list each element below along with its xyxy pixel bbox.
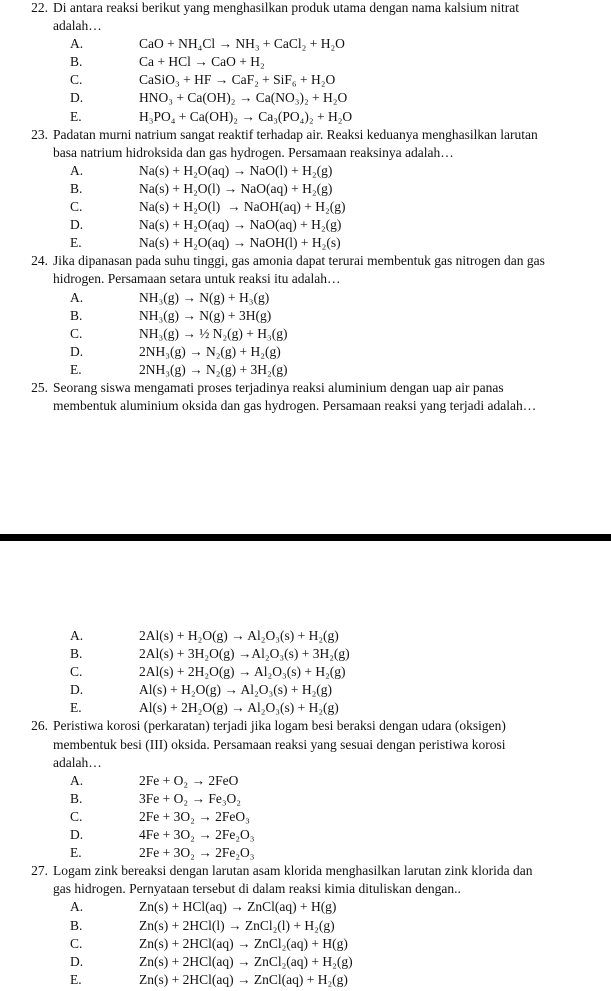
option-d	[0, 826, 611, 844]
option-letter: D.	[70, 682, 84, 698]
option-text: Ca + HCl → CaO + H₂	[139, 54, 265, 70]
option-letter: C.	[70, 199, 83, 215]
option-text: H₃PO₄ + Ca(OH)₂ → Ca₃(PO₄)₂ + H₂O	[139, 108, 353, 124]
question-number: 25.	[31, 379, 48, 395]
option-letter: A.	[70, 628, 84, 643]
option-d	[0, 953, 611, 971]
option-e	[0, 361, 611, 379]
option-text: Na(s) + H₂O(l) → NaOH(aq) + H₂(g)	[139, 199, 346, 215]
option-text: Na(s) + H₂O(aq) → NaOH(l) + H₂(s)	[139, 235, 341, 251]
option-text: HNO₃ + Ca(OH)₂ → Ca(NO₃)₂ + H₂O	[139, 90, 348, 106]
option-b	[0, 307, 611, 325]
option-text: Al(s) + 2H₂O(g) → Al₂O₃(s) + H₂(g)	[139, 700, 339, 716]
option-e	[0, 234, 611, 252]
option-text: Na(s) + H₂O(l) → NaO(aq) + H₂(g)	[139, 180, 333, 196]
question-26	[0, 717, 611, 862]
option-a	[0, 627, 611, 645]
option-c	[0, 808, 611, 826]
question-25-options	[0, 627, 611, 717]
option-letter: C.	[70, 664, 83, 680]
question-number: 23.	[31, 126, 48, 142]
option-b	[0, 917, 611, 935]
question-number: 27.	[31, 863, 48, 879]
question-number: 22.	[31, 0, 48, 15]
option-text: Zn(s) + HCl(aq) → ZnCl(aq) + H(g)	[139, 899, 337, 915]
option-letter: B.	[70, 917, 83, 933]
option-text: 3Fe + O₂ → Fe₃O₂	[139, 790, 241, 806]
option-b	[0, 790, 611, 808]
option-c	[0, 663, 611, 681]
option-d	[0, 343, 611, 361]
option-text: 2Al(s) + 3H₂O(g) →Al₂O₃(s) + 3H₂(g)	[139, 646, 350, 662]
question-number: 24.	[31, 253, 48, 269]
option-letter: C.	[70, 808, 83, 824]
option-letter: D.	[70, 90, 84, 106]
option-e	[0, 108, 611, 126]
option-letter: A.	[70, 772, 84, 788]
option-b	[0, 53, 611, 71]
option-letter: D.	[70, 953, 84, 969]
option-letter: A.	[70, 36, 84, 52]
question-24	[0, 252, 611, 379]
option-a	[0, 35, 611, 53]
option-a	[0, 162, 611, 180]
question-25	[0, 379, 611, 415]
option-text: 2Al(s) + H₂O(g) → Al₂O₃(s) + H₂(g)	[139, 628, 339, 643]
option-letter: E.	[70, 361, 82, 377]
option-letter: E.	[70, 845, 82, 861]
option-text: 2NH₃(g) → N₂(g) + 3H₂(g)	[139, 361, 288, 377]
question-text: Di antara reaksi berikut yang menghasilkan produk utama dengan nama kalsium nitrat adalah…	[53, 0, 519, 34]
option-a	[0, 289, 611, 307]
option-letter: B.	[70, 307, 83, 323]
option-text: 4Fe + 3O₂ → 2Fe₂O₃	[139, 827, 255, 843]
question-22	[0, 0, 611, 126]
question-27	[0, 862, 611, 989]
option-letter: E.	[70, 971, 82, 987]
option-letter: A.	[70, 289, 84, 305]
option-letter: E.	[70, 235, 82, 251]
top-section	[0, 0, 611, 415]
option-c	[0, 198, 611, 216]
question-text: Peristiwa korosi (perkaratan) terjadi jika logam besi beraksi dengan udara (oksigen) membentuk besi (III) oksida. Persamaan reaksi yang sesuai dengan peristiwa korosi adalah…	[53, 718, 506, 770]
option-text: CaO + NH₄Cl → NH₃ + CaCl₂ + H₂O	[139, 36, 345, 52]
option-a	[0, 772, 611, 790]
option-text: 2Al(s) + 2H₂O(g) → Al₂O₃(s) + H₂(g)	[139, 664, 346, 680]
option-c	[0, 935, 611, 953]
option-text: 2Fe + 3O₂ → 2Fe₂O₃	[139, 845, 255, 861]
option-e	[0, 971, 611, 989]
option-text: 2Fe + O₂ → 2FeO	[139, 772, 239, 788]
option-text: Na(s) + H₂O(aq) → NaO(aq) + H₂(g)	[139, 217, 342, 233]
bottom-section	[0, 627, 611, 989]
option-letter: E.	[70, 700, 82, 716]
option-text: NH₃(g) → ½ N₂(g) + H₃(g)	[139, 325, 288, 341]
option-text: Zn(s) + 2HCl(aq) → ZnCl(aq) + H₂(g)	[139, 971, 348, 987]
option-d	[0, 89, 611, 107]
question-text: Padatan murni natrium sangat reaktif terhadap air. Reaksi keduanya menghasilkan larutan basa natrium hidroksida dan gas hydrogen. Persamaan reaksinya adalah…	[53, 126, 538, 160]
option-text: NH₃(g) → N(g) + 3H(g)	[139, 307, 272, 323]
option-letter: B.	[70, 180, 83, 196]
option-text: NH₃(g) → N(g) + H₃(g)	[139, 289, 270, 305]
option-text: Zn(s) + 2HCl(l) → ZnCl₂(l) + H₂(g)	[139, 917, 335, 933]
option-d	[0, 216, 611, 234]
option-text: Zn(s) + 2HCl(aq) → ZnCl₂(aq) + H(g)	[139, 935, 348, 951]
option-letter: D.	[70, 343, 84, 359]
question-23	[0, 126, 611, 253]
option-text: Zn(s) + 2HCl(aq) → ZnCl₂(aq) + H₂(g)	[139, 953, 353, 969]
option-text: CaSiO₃ + HF → CaF₂ + SiF₆ + H₂O	[139, 72, 336, 88]
option-d	[0, 681, 611, 699]
option-letter: B.	[70, 790, 83, 806]
option-b	[0, 180, 611, 198]
option-letter: C.	[70, 72, 83, 88]
option-letter: B.	[70, 54, 83, 70]
page-divider	[0, 534, 611, 541]
option-text: Al(s) + H₂O(g) → Al₂O₃(s) + H₂(g)	[139, 682, 333, 698]
option-letter: B.	[70, 646, 83, 662]
question-text: Jika dipanasan pada suhu tinggi, gas amonia dapat terurai membentuk gas nitrogen dan gas hidrogen. Persamaan setara untuk reaksi itu adalah…	[53, 253, 545, 287]
question-text: Logam zink bereaksi dengan larutan asam klorida menghasilkan larutan zink klorida dan gas hidrogen. Pernyataan tersebut di dalam reaksi kimia dituliskan dengan..	[53, 863, 533, 897]
option-e	[0, 699, 611, 717]
option-b	[0, 645, 611, 663]
option-text: 2NH₃(g) → N₂(g) + H₂(g)	[139, 343, 281, 359]
question-number: 26.	[31, 718, 48, 734]
option-letter: E.	[70, 108, 82, 124]
option-e	[0, 844, 611, 862]
option-text: Na(s) + H₂O(aq) → NaO(l) + H₂(g)	[139, 162, 333, 178]
option-letter: D.	[70, 217, 84, 233]
option-letter: C.	[70, 935, 83, 951]
option-letter: D.	[70, 827, 84, 843]
option-letter: C.	[70, 325, 83, 341]
option-a	[0, 898, 611, 916]
option-text: 2Fe + 3O₂ → 2FeO₃	[139, 808, 250, 824]
option-letter: A.	[70, 162, 84, 178]
option-letter: A.	[70, 899, 84, 915]
question-text: Seorang siswa mengamati proses terjadinya reaksi aluminium dengan uap air panas membentuk aluminium oksida dan gas hydrogen. Persamaan reaksi yang terjadi adalah…	[53, 379, 537, 414]
option-c	[0, 325, 611, 343]
option-c	[0, 71, 611, 89]
